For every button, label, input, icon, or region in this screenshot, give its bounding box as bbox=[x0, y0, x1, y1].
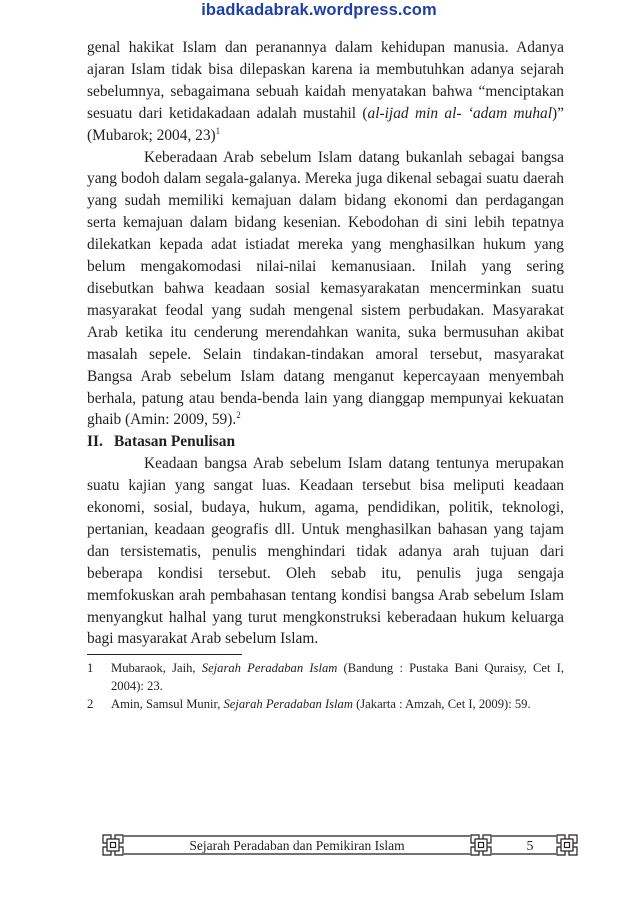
page-number: 5 bbox=[526, 839, 534, 854]
body-text bbox=[87, 37, 564, 650]
paragraph-1 bbox=[87, 37, 564, 147]
footnote-divider bbox=[87, 654, 242, 655]
section-heading bbox=[87, 431, 564, 453]
watermark: ibadkadabrak.wordpress.com bbox=[201, 1, 437, 19]
paragraph-2 bbox=[87, 147, 564, 432]
footnote-number: 1 bbox=[87, 661, 94, 676]
footer-ornament-right-icon bbox=[557, 835, 577, 855]
footer-page-frame bbox=[492, 836, 556, 854]
paragraph-1-text: genal hakikat Islam dan peranannya dalam kehidupan manusia. Adanya ajaran Islam tidak bisa dilepaskan karena ia membutuhkan adanya sejarah sebelumnya, sebagaimana sebuah kaidah menyatakan bahwa “menciptakan sesuatu dari ketidakadaan adalah mustahil ( bbox=[87, 39, 564, 122]
footer-ornament-middle-icon bbox=[471, 835, 491, 855]
paragraph-1-citation: )” (Mubarok; 2004, 23) bbox=[87, 104, 564, 144]
footnote-text: Mubaraok, Jaih, Sejarah Peradaban Islam (Bandung : Pustaka Bani Quraisy, Cet I, 2004): 23. bbox=[111, 661, 565, 694]
footer-book-title: Sejarah Peradaban dan Pemikiran Islam bbox=[189, 838, 405, 853]
section-title: Batasan Penulisan bbox=[114, 433, 236, 451]
footnote-book-title: Sejarah Peradaban Islam bbox=[223, 697, 353, 712]
footnote-book-title: Sejarah Peradaban Islam bbox=[201, 661, 338, 676]
footnote-text: Amin, Samsul Munir, Sejarah Peradaban Islam (Jakarta : Amzah, Cet I, 2009): 59. bbox=[111, 697, 531, 712]
footnote-1 bbox=[87, 659, 564, 695]
page-content bbox=[87, 37, 564, 713]
footnotes bbox=[87, 659, 564, 713]
footnote-ref-2[interactable]: 2 bbox=[236, 410, 241, 421]
paragraph-3 bbox=[87, 453, 564, 650]
footnote-2 bbox=[87, 695, 564, 713]
footnote-number: 2 bbox=[87, 697, 94, 712]
footnote-ref-1[interactable]: 1 bbox=[215, 125, 221, 136]
paragraph-1-arabic-phrase: al-ijad min al- ‘adam muhal bbox=[367, 104, 553, 122]
paragraph-3-text: Keadaan bangsa Arab sebelum Islam datang tentunya merupakan suatu kajian yang sangat luas. Keadaan tersebut bisa meliputi keadaan ekonomi, sosial, budaya, hukum, agama, pendidikan, politik, teknologi, pertanian, keadaan geografis dll. Untuk menghasilkan bahasan yang tajam dan tersistematis, penulis menghindari tidak adanya arah tujuan dari beberapa kondisi tersebut. Oleh sebab itu, penulis juga sengaja memfokuskan arah pembahasan tentang kondisi bangsa Arab sebelum Islam menyangkut halhal yang turut mengkonstruksi keberadaan hukum keluarga bagi masyarakat Arab sebelum Islam. bbox=[87, 455, 564, 648]
paragraph-2-text: Keberadaan Arab sebelum Islam datang bukanlah sebagai bangsa yang bodoh dalam segala-galanya. Mereka juga dikenal sebagai suatu daerah yang sudah memiliki kemajuan dalam bidang ekonomi dan perdagangan serta kemajuan dalam bidang kesenian. Kebodohan di sini lebih tepatnya dilekatkan kepada adat istiadat mereka yang menghasilkan hukum yang belum mengakomodasi nilai-nilai kemanusiaan. Inilah yang sering disebutkan bahwa keadaan sosial kemasyarakatan mencerminkan suatu masyarakat feodal yang sudah mengenal sistem perbudakan. Masyarakat Arab ketika itu cenderung merendahkan wanita, suka bermusuhan akibat masalah sepele. Selain tindakan-tindakan amoral tersebut, masyarakat Bangsa Arab sebelum Islam datang menganut kepercayaan menyembah berhala, patung atau benda-benda lain yang dianggap mempunyai kekuatan ghaib (Amin: 2009, 59). bbox=[87, 148, 564, 429]
section-number: II. bbox=[87, 433, 103, 451]
footer-ornament-left-icon bbox=[103, 835, 123, 855]
page-footer bbox=[102, 830, 580, 860]
